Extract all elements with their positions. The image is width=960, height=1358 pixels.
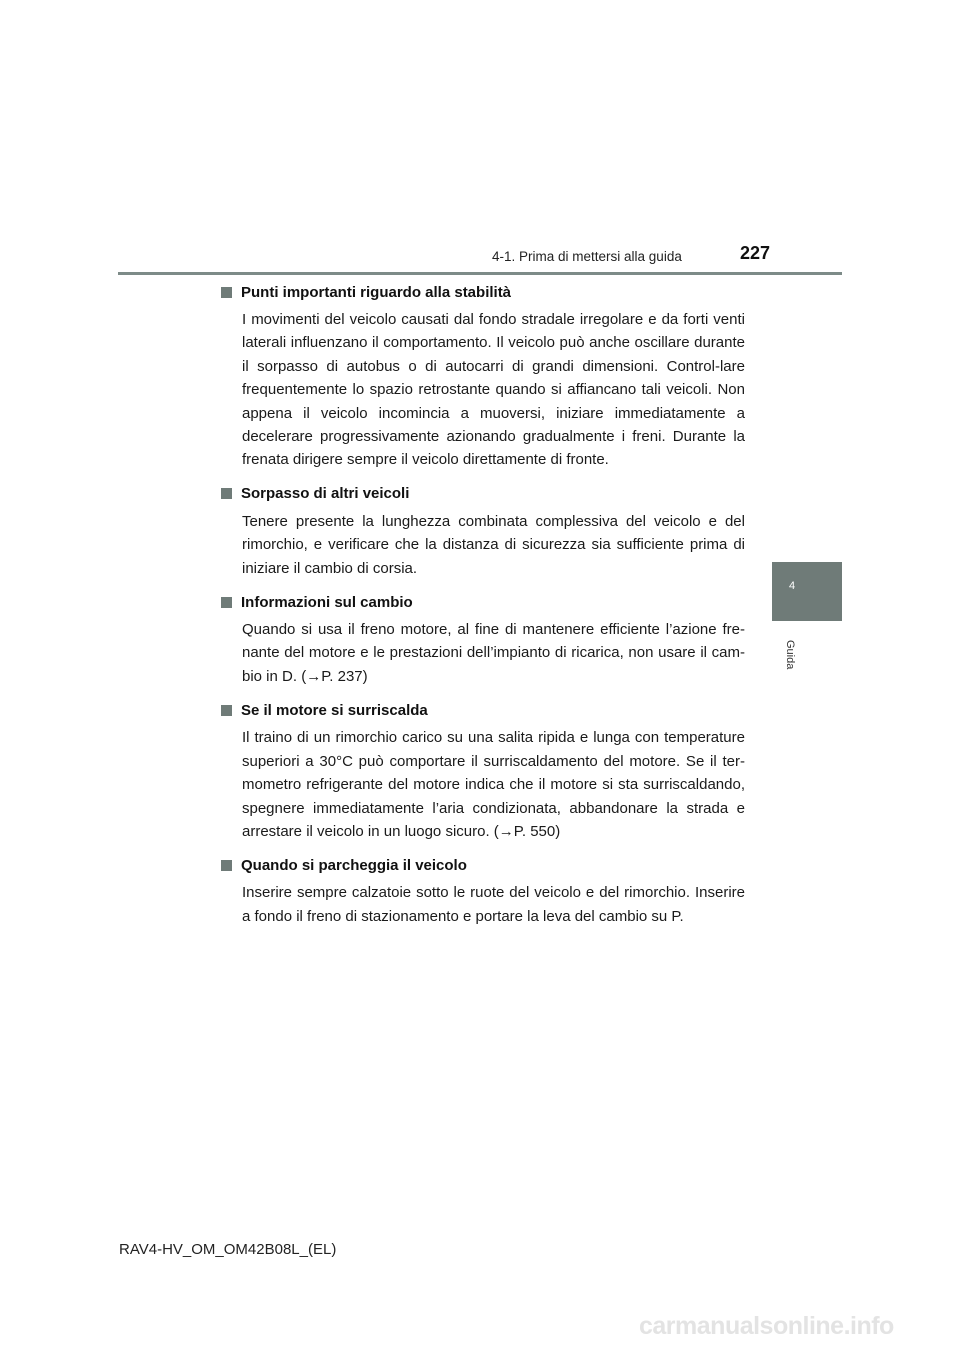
section-title: 4-1. Prima di mettersi alla guida <box>492 249 682 264</box>
section-item <box>221 280 745 472</box>
chapter-label: Guida <box>784 640 796 670</box>
item-heading-text: Informazioni sul cambio <box>241 593 413 611</box>
page-header <box>0 0 960 264</box>
section-item <box>221 853 745 928</box>
item-body: Inserire sempre calzatoie sotto le ruote del veicolo e del rimorchio. Inserire a fondo il freno di stazionamento e portare la leva del cambio su P. <box>242 884 745 925</box>
document-code: RAV4-HV_OM_OM42B08L_(EL) <box>119 1241 337 1258</box>
square-bullet-icon <box>221 705 232 716</box>
square-bullet-icon <box>221 488 232 499</box>
item-body: I movimenti del veicolo causati dal fondo stradale irregolare e da forti venti laterali influenzano il comportamento. Il veicolo può anche oscillare durante il sorpasso di autobus o di autocarri di grandi dimensioni. Control-lare frequentemente lo spazio retrostante quando si affiancano tali veicoli. Non appena il veicolo incomincia a muoversi, iniziare immediatamente a decelerare progressivamente azionando gradualmente i freni. Durante la frenata dirigere sempre il veicolo direttamente di fronte. <box>242 311 745 469</box>
item-heading-text: Punti importanti riguardo alla stabilità <box>241 283 512 301</box>
section-item <box>221 698 745 843</box>
item-heading <box>221 482 745 506</box>
main-content <box>221 278 745 928</box>
item-heading <box>221 280 745 304</box>
item-heading <box>221 698 745 722</box>
item-heading-text: Sorpasso di altri veicoli <box>241 485 410 503</box>
item-heading <box>221 853 745 877</box>
square-bullet-icon <box>221 287 232 298</box>
item-heading <box>221 590 745 614</box>
section-item <box>221 590 745 688</box>
item-body: Quando si usa il freno motore, al fine di mantenere efficiente l’azione fre-nante del motore e le prestazioni dell’impianto di ricarica, non usare il cam-bio in D. (→P. 237) <box>242 621 745 685</box>
page-number: 227 <box>740 243 771 263</box>
section-item <box>221 482 745 580</box>
item-body: Il traino di un rimorchio carico su una salita ripida e lunga con temperature superiori a 30°C può comportare il surriscaldamento del motore. Se il ter-mometro refrigerante del motore indica che il motore si sta surriscaldando, spegnere immediatamente l’aria condizionata, abbandonare la strada e arrestare il veicolo in un luogo sicuro. (→P. 550) <box>242 729 745 840</box>
chapter-label-container <box>784 640 800 680</box>
watermark: carmanualsonline.info <box>639 1312 894 1340</box>
item-body: Tenere presente la lunghezza combinata complessiva del veicolo e del rimorchio, e verificare che la distanza di sicurezza sia sufficiente prima di iniziare il cambio di corsia. <box>242 512 745 577</box>
square-bullet-icon <box>221 860 232 871</box>
square-bullet-icon <box>221 597 232 608</box>
header-divider <box>118 272 842 275</box>
chapter-number: 4 <box>788 580 796 592</box>
chapter-tab <box>772 562 842 621</box>
item-heading-text: Quando si parcheggia il veicolo <box>241 856 467 874</box>
item-heading-text: Se il motore si surriscalda <box>241 701 428 719</box>
